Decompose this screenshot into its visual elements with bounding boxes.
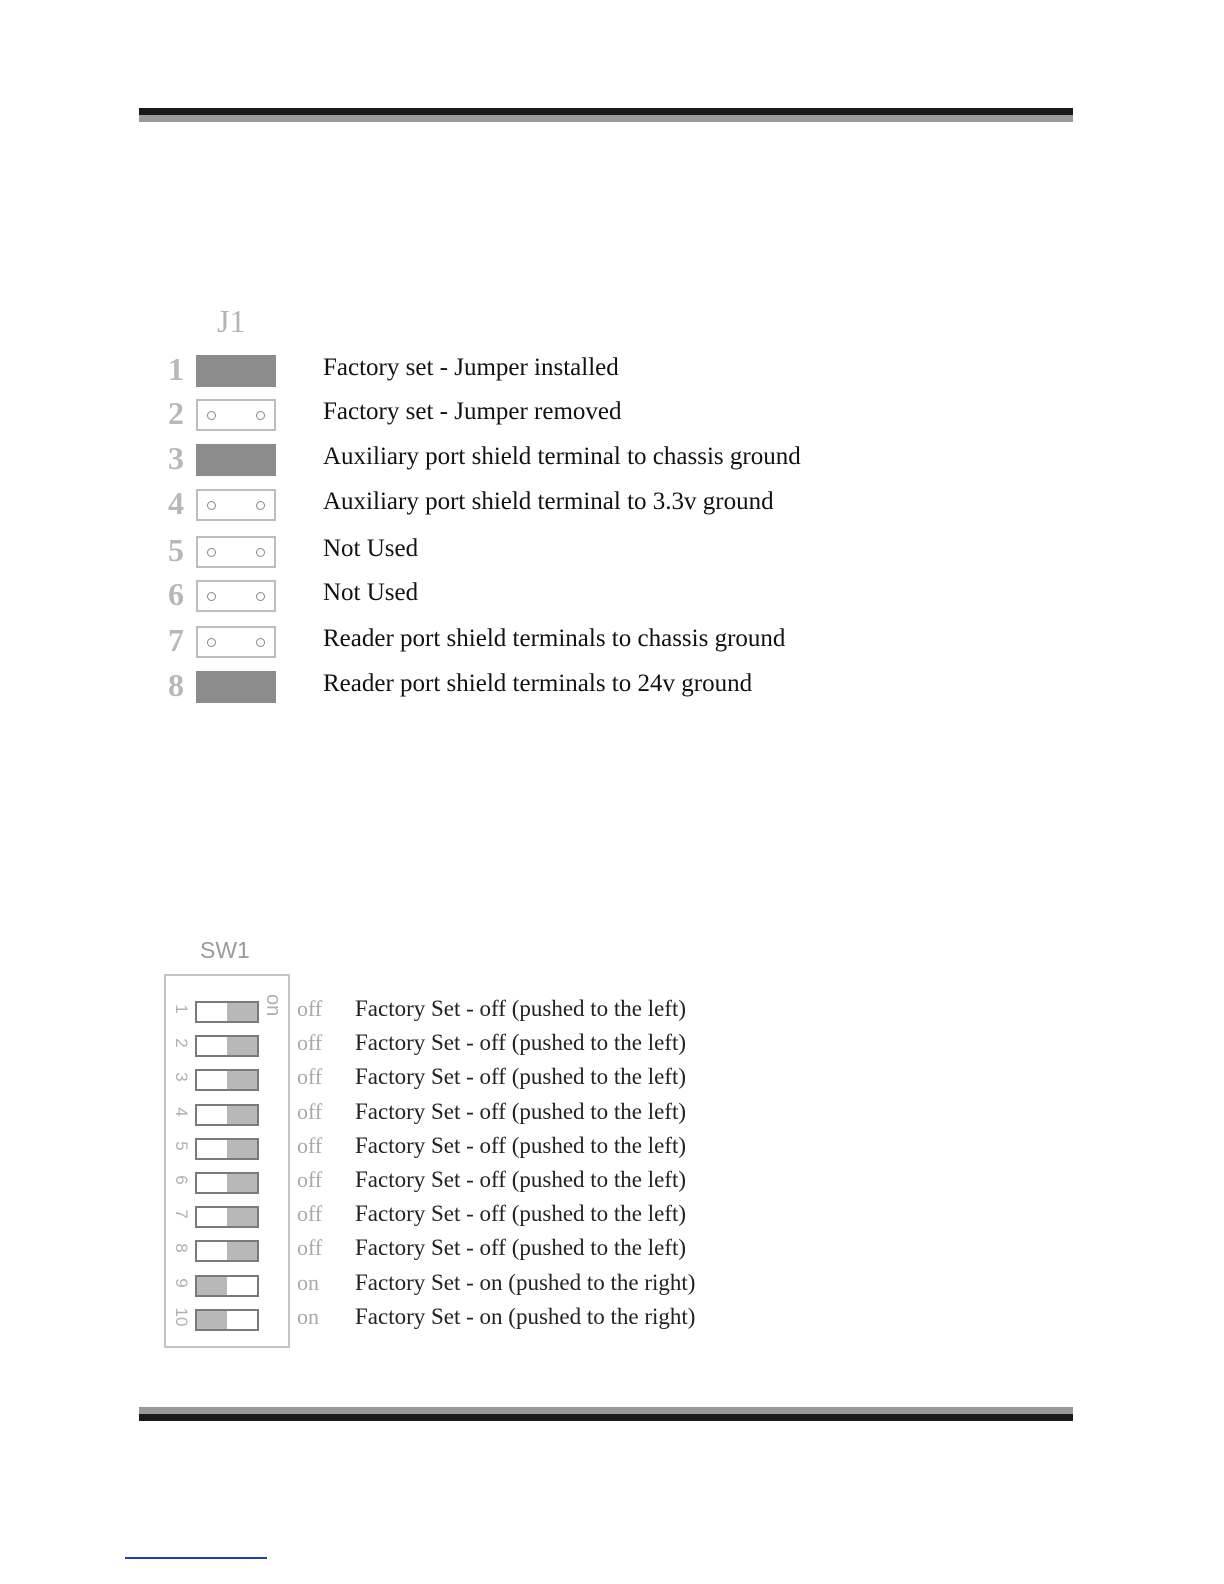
dip-switch-knob xyxy=(227,1277,257,1295)
pin-icon xyxy=(207,638,216,647)
dip-switch-knob xyxy=(197,1071,227,1089)
j1-row-label: Factory set - Jumper installed xyxy=(323,354,619,381)
j1-row-label: Reader port shield terminals to 24v ground xyxy=(323,670,753,697)
pin-icon xyxy=(207,548,216,557)
sw1-title: SW1 xyxy=(200,937,250,963)
dip-switch-knob xyxy=(227,1311,257,1329)
sw1-row-label: Factory Set - off (pushed to the left) xyxy=(355,1235,687,1260)
sw1-switch-number: 2 xyxy=(172,1038,191,1048)
j1-row xyxy=(160,532,860,568)
j1-pin-number: 4 xyxy=(168,485,184,521)
j1-pin-number: 2 xyxy=(168,395,184,431)
j1-row-label: Not Used xyxy=(323,579,419,606)
dip-switch-icon xyxy=(195,1172,259,1194)
sw1-row xyxy=(164,1133,864,1167)
dip-switch-icon xyxy=(195,1275,259,1297)
j1-row xyxy=(160,395,860,431)
sw1-switch-number: 10 xyxy=(172,1307,191,1327)
jumper-removed-icon xyxy=(196,580,276,612)
dip-switch-knob xyxy=(197,1174,227,1192)
sw1-row xyxy=(164,1304,864,1338)
footnote-separator xyxy=(125,1557,267,1559)
sw1-switch-number: 4 xyxy=(172,1107,191,1117)
j1-row xyxy=(160,622,860,658)
sw1-state: on xyxy=(297,1304,319,1329)
sw1-row xyxy=(164,1167,864,1201)
pin-icon xyxy=(207,501,216,510)
sw1-row-label: Factory Set - off (pushed to the left) xyxy=(355,1167,687,1192)
j1-row-label: Auxiliary port shield terminal to chassis ground xyxy=(323,443,801,470)
sw1-state: off xyxy=(297,1133,323,1158)
sw1-row xyxy=(164,1030,864,1064)
j1-pin-number: 3 xyxy=(168,440,184,476)
sw1-row-label: Factory Set - off (pushed to the left) xyxy=(355,1099,687,1124)
sw1-row-label: Factory Set - off (pushed to the left) xyxy=(355,1030,687,1055)
j1-row xyxy=(160,351,860,387)
sw1-row-label: Factory Set - off (pushed to the left) xyxy=(355,1064,687,1089)
j1-row-label: Auxiliary port shield terminal to 3.3v ground xyxy=(323,488,774,515)
sw1-row-label: Factory Set - on (pushed to the right) xyxy=(355,1304,696,1329)
j1-row xyxy=(160,485,860,521)
j1-pin-number: 6 xyxy=(168,576,184,612)
pin-icon xyxy=(207,411,216,420)
j1-row xyxy=(160,576,860,612)
j1-row-label: Not Used xyxy=(323,535,419,562)
dip-switch-icon xyxy=(195,1035,259,1057)
pin-icon xyxy=(256,548,265,557)
dip-switch-knob xyxy=(197,1106,227,1124)
sw1-switch-number: 3 xyxy=(172,1072,191,1082)
dip-switch-icon xyxy=(195,1104,259,1126)
jumper-removed-icon xyxy=(196,536,276,568)
sw1-on-mark: on xyxy=(262,994,284,1017)
sw1-row-label: Factory Set - on (pushed to the right) xyxy=(355,1270,696,1295)
j1-pin-number: 7 xyxy=(168,622,184,658)
jumper-installed-icon xyxy=(196,355,276,387)
sw1-row xyxy=(164,1064,864,1098)
dip-switch-knob xyxy=(197,1242,227,1260)
sw1-state: off xyxy=(297,1030,323,1055)
sw1-state: off xyxy=(297,1167,323,1192)
jumper-installed-icon xyxy=(196,671,276,703)
j1-title: J1 xyxy=(217,303,246,339)
sw1-state: off xyxy=(297,1235,323,1260)
jumper-removed-icon xyxy=(196,489,276,521)
sw1-switch-number: 1 xyxy=(172,1004,191,1014)
dip-switch-knob xyxy=(197,1140,227,1158)
sw1-switch-number: 7 xyxy=(172,1209,191,1219)
jumper-removed-icon xyxy=(196,626,276,658)
pin-icon xyxy=(256,592,265,601)
sw1-state: off xyxy=(297,1099,323,1124)
pin-icon xyxy=(256,638,265,647)
sw1-row-label: Factory Set - off (pushed to the left) xyxy=(355,1201,687,1226)
j1-row-label: Factory set - Jumper removed xyxy=(323,398,622,425)
sw1-row xyxy=(164,1099,864,1133)
pin-icon xyxy=(256,411,265,420)
dip-switch-icon xyxy=(195,1001,259,1023)
dip-switch-knob xyxy=(197,1037,227,1055)
sw1-state: on xyxy=(297,1270,319,1295)
sw1-state: off xyxy=(297,996,323,1021)
jumper-removed-icon xyxy=(196,399,276,431)
sw1-switch-number: 9 xyxy=(172,1278,191,1288)
sw1-row xyxy=(164,996,864,1030)
sw1-state: off xyxy=(297,1201,323,1226)
dip-switch-icon xyxy=(195,1069,259,1091)
j1-row xyxy=(160,667,860,703)
sw1-switch-number: 6 xyxy=(172,1175,191,1185)
jumper-installed-icon xyxy=(196,444,276,476)
sw1-row xyxy=(164,1201,864,1235)
sw1-row-label: Factory Set - off (pushed to the left) xyxy=(355,996,687,1021)
pin-icon xyxy=(207,592,216,601)
sw1-switch-number: 8 xyxy=(172,1243,191,1253)
j1-pin-number: 5 xyxy=(168,532,184,568)
j1-row-label: Reader port shield terminals to chassis ground xyxy=(323,625,786,652)
dip-switch-icon xyxy=(195,1138,259,1160)
j1-pin-number: 8 xyxy=(168,667,184,703)
sw1-switch-number: 5 xyxy=(172,1141,191,1151)
sw1-state: off xyxy=(297,1064,323,1089)
pin-icon xyxy=(256,501,265,510)
j1-pin-number: 1 xyxy=(168,351,184,387)
dip-switch-icon xyxy=(195,1240,259,1262)
j1-row xyxy=(160,440,860,476)
header-rule xyxy=(139,108,1073,122)
dip-switch-knob xyxy=(197,1208,227,1226)
dip-switch-icon xyxy=(195,1206,259,1228)
dip-switch-knob xyxy=(197,1003,227,1021)
footer-rule xyxy=(139,1407,1073,1421)
dip-switch-icon xyxy=(195,1309,259,1331)
sw1-row xyxy=(164,1235,864,1269)
sw1-row-label: Factory Set - off (pushed to the left) xyxy=(355,1133,687,1158)
sw1-row xyxy=(164,1270,864,1304)
